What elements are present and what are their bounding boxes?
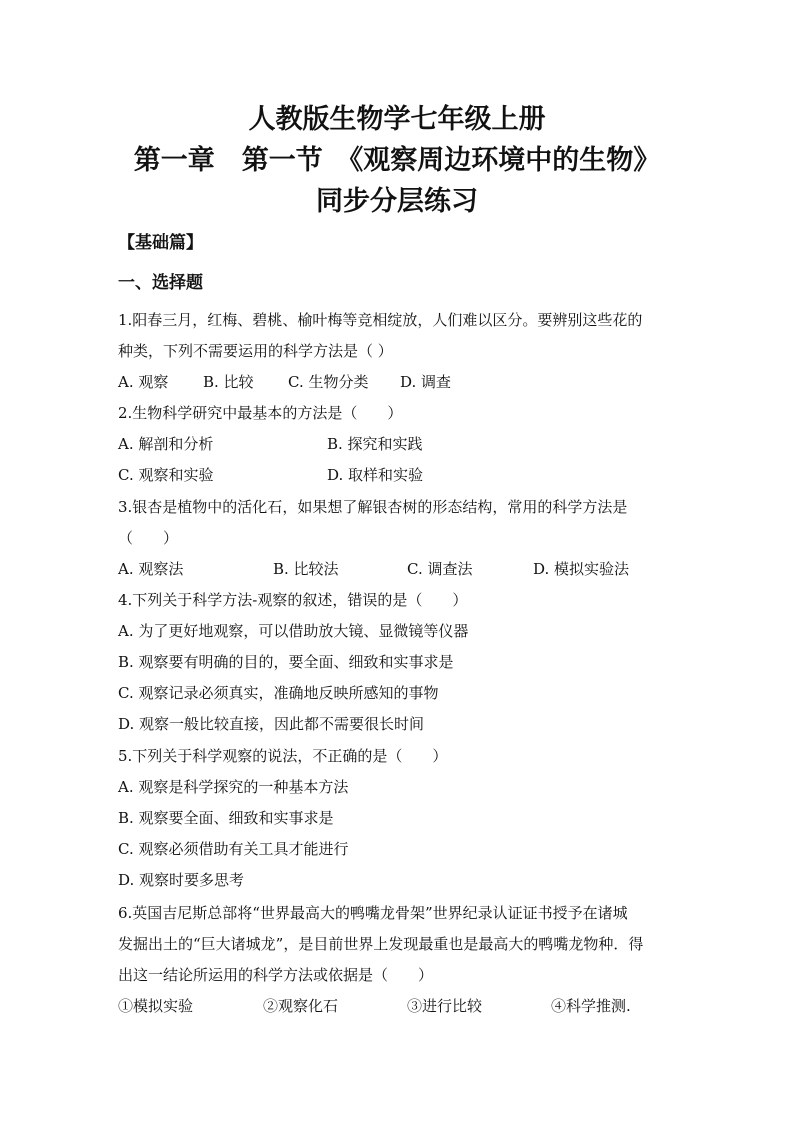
- option-4: ④科学推测.: [551, 997, 631, 1015]
- option-a: A. 观察: [118, 373, 169, 391]
- option-b: B. 观察要全面、细致和实事求是: [118, 809, 334, 827]
- document-title-line-3: 同步分层练习: [316, 186, 478, 217]
- option-d: D. 模拟实验法: [533, 560, 630, 578]
- question-stem-line: 种类，下列不需要运用的科学方法是（ ）: [118, 342, 393, 360]
- option-c: C. 调查法: [407, 560, 473, 578]
- option-1: ①模拟实验: [118, 997, 194, 1015]
- question-stem-line: （ ）: [118, 529, 179, 547]
- section-part-heading: 一、选择题: [118, 273, 203, 293]
- question-stem-line: 1.阳春三月，红梅、碧桃、榆叶梅等竞相绽放，人们难以区分。要辨别这些花的: [118, 311, 643, 329]
- option-d: D. 观察一般比较直接，因此都不需要很长时间: [118, 715, 425, 733]
- question-stem-line: 6.英国吉尼斯总部将“世界最高大的鸭嘴龙骨架”世界纪录认证证书授予在诸城: [118, 904, 628, 922]
- option-a: A. 解剖和分析: [118, 435, 214, 453]
- option-b: B. 比较: [203, 373, 254, 391]
- option-d: D. 观察时要多思考: [118, 871, 245, 889]
- question-stem-line: 5.下列关于科学观察的说法，不正确的是（ ）: [118, 747, 448, 765]
- option-b: B. 比较法: [273, 560, 339, 578]
- option-a: A. 为了更好地观察，可以借助放大镜、显微镜等仪器: [118, 622, 469, 640]
- question-stem-line: 2.生物科学研究中最基本的方法是（ ）: [118, 404, 403, 422]
- option-a: A. 观察法: [118, 560, 184, 578]
- option-c: C. 生物分类: [288, 373, 369, 391]
- option-2: ②观察化石: [263, 997, 339, 1015]
- option-c: C. 观察和实验: [118, 466, 214, 484]
- option-b: B. 探究和实践: [327, 435, 423, 453]
- section-level-heading: 【基础篇】: [118, 233, 203, 253]
- question-stem-line: 出这一结论所运用的科学方法或依据是（ ）: [118, 966, 434, 984]
- option-a: A. 观察是科学探究的一种基本方法: [118, 778, 349, 796]
- question-stem-line: 3.银杏是植物中的活化石，如果想了解银杏树的形态结构，常用的科学方法是: [118, 498, 628, 516]
- option-c: C. 观察必须借助有关工具才能进行: [118, 840, 349, 858]
- question-stem-line: 发掘出土的“巨大诸城龙”，是目前世界上发现最重也是最高大的鸭嘴龙物种．得: [118, 935, 644, 953]
- document-title-line-2: 第一章 第一节 《观察周边环境中的生物》: [133, 145, 661, 176]
- document-title-line-1: 人教版生物学七年级上册: [248, 104, 546, 135]
- option-d: D. 取样和实验: [327, 466, 424, 484]
- option-c: C. 观察记录必须真实，准确地反映所感知的事物: [118, 684, 439, 702]
- option-d: D. 调查: [400, 373, 452, 391]
- option-b: B. 观察要有明确的目的，要全面、细致和实事求是: [118, 653, 454, 671]
- question-stem-line: 4.下列关于科学方法-观察的叙述，错误的是（ ）: [118, 591, 468, 609]
- option-3: ③进行比较: [407, 997, 483, 1015]
